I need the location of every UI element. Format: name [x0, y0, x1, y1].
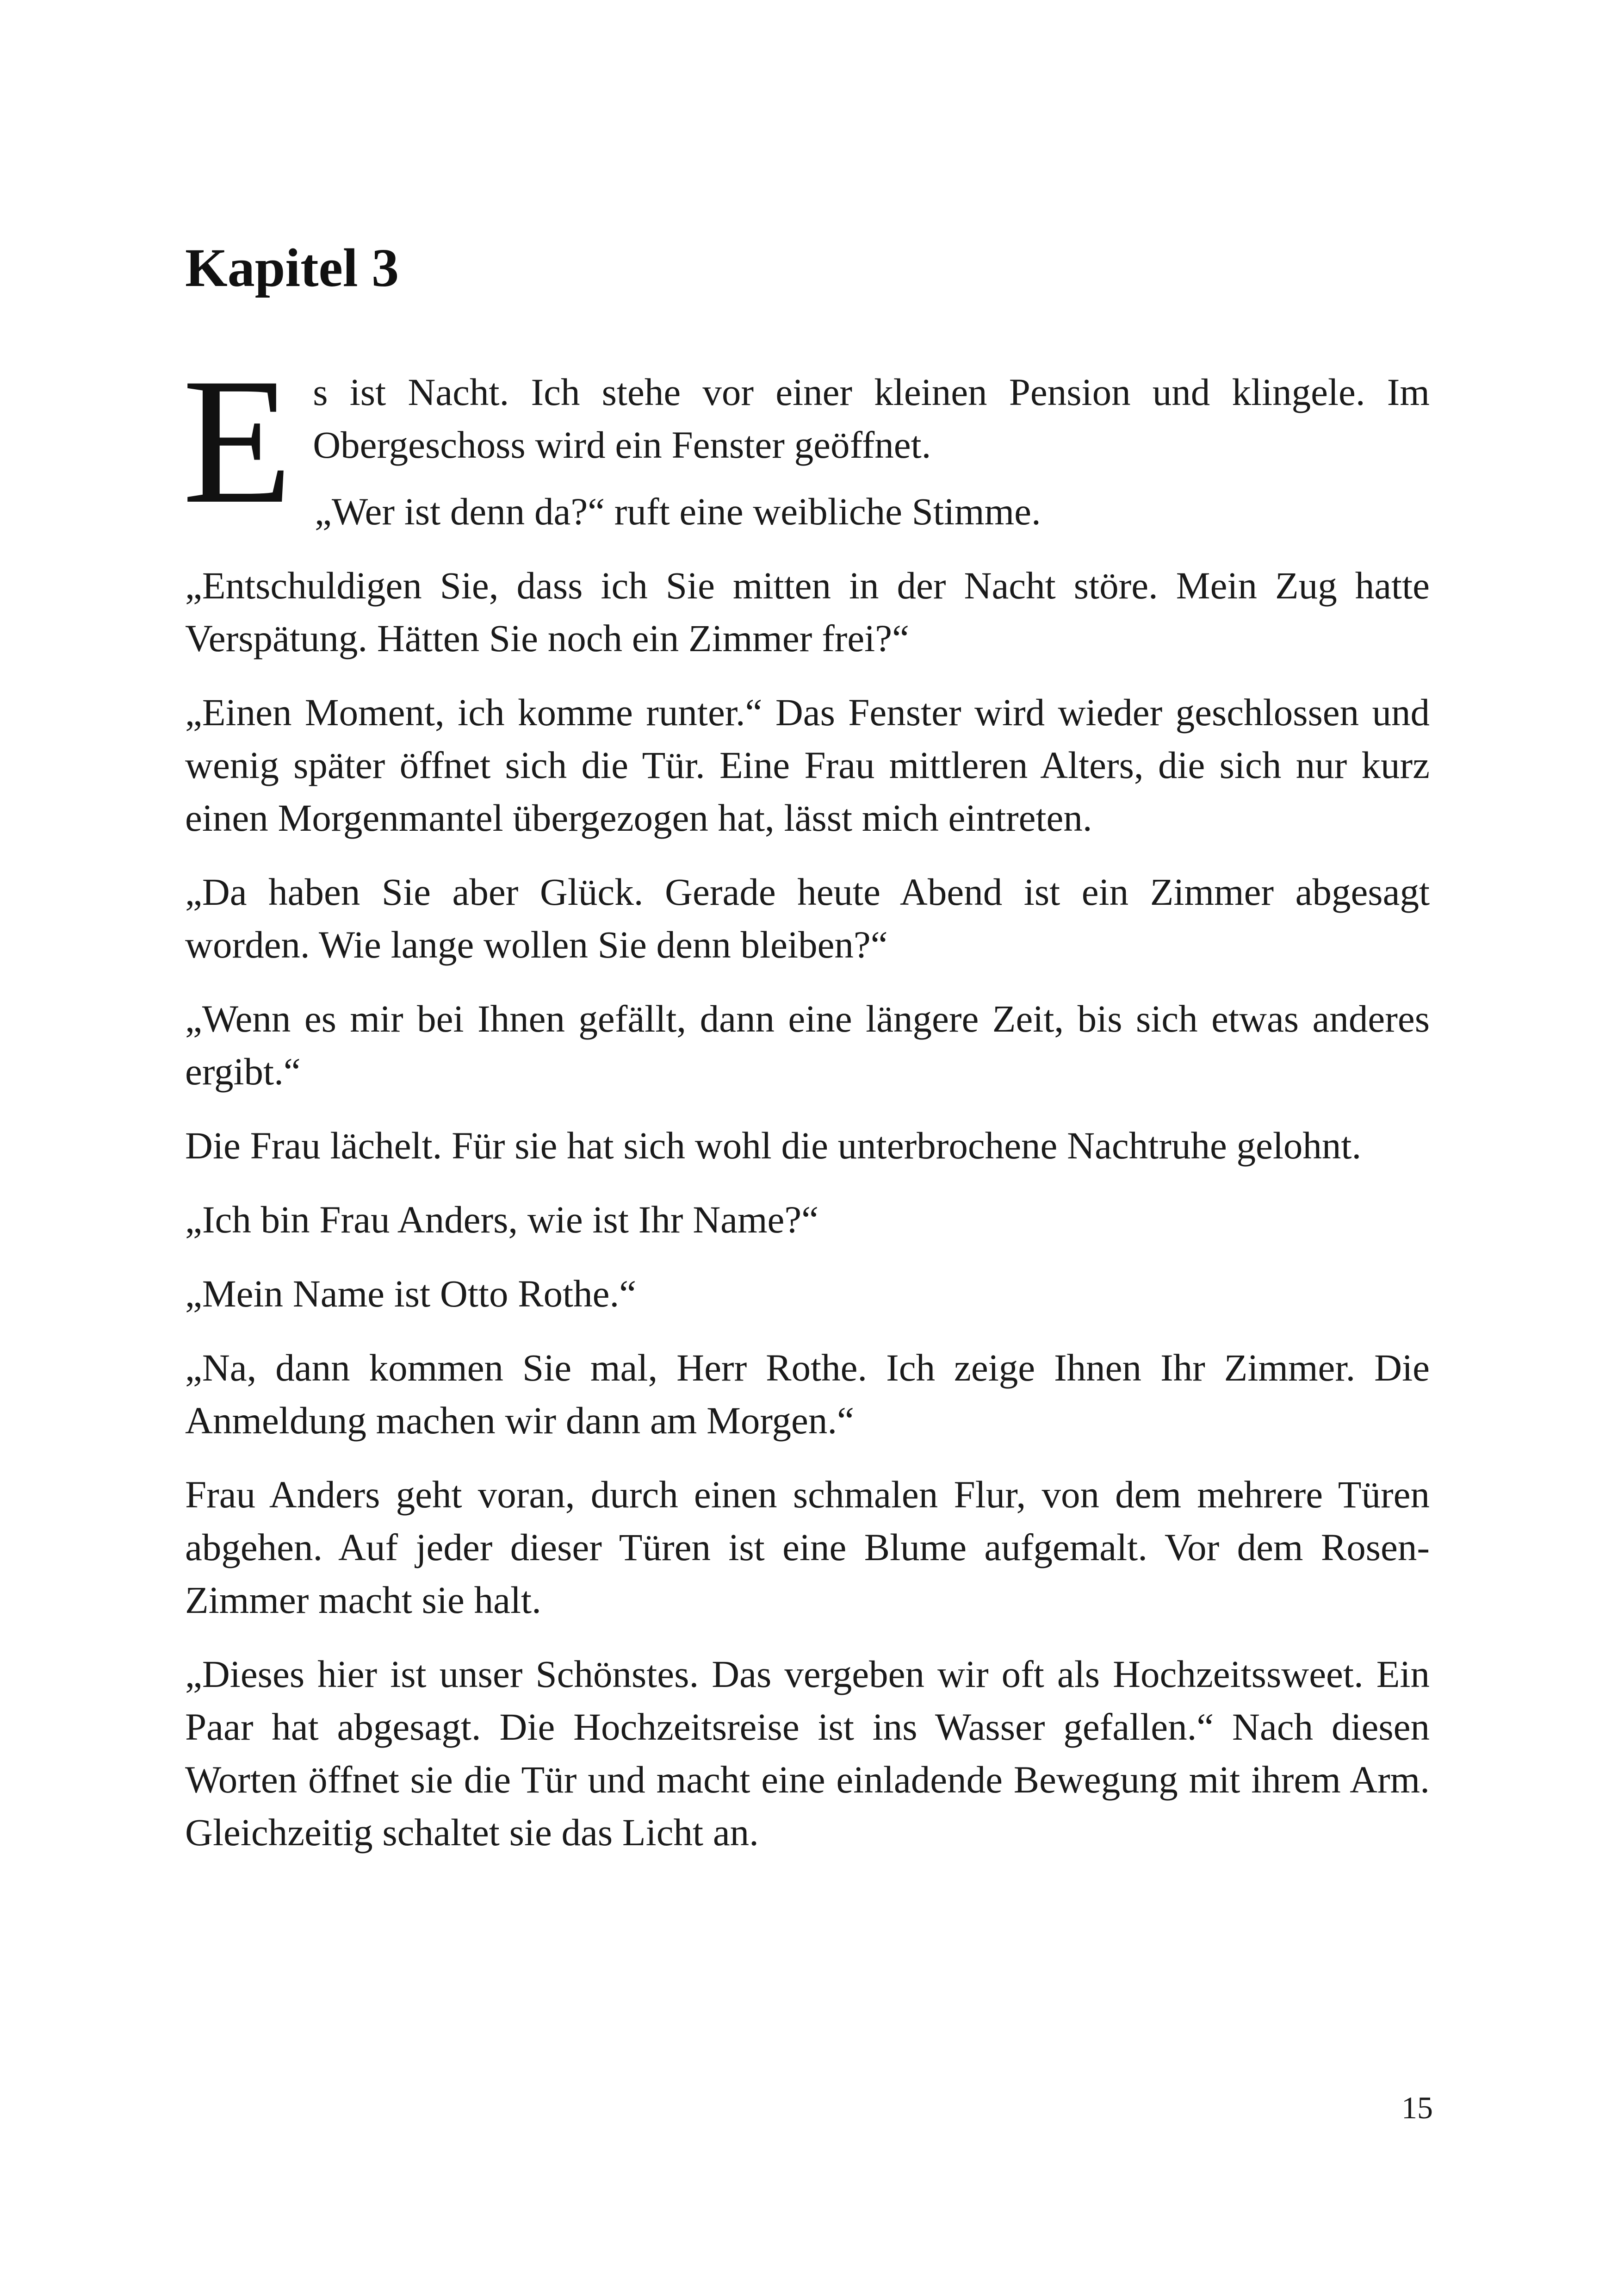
- body-text: [182, 341, 1430, 1880]
- paragraph: „Dieses hier ist unser Schönstes. Das vergeben wir oft als Hochzeitssweet. Ein Paar hat abgesagt. Die Hochzeitsreise ist ins Wasser gefallen.“ Nach diesen Worten öffnet sie die Tür und macht eine einladende Bewegung mit ihrem Arm. Gleichzeitig schaltet sie das Licht an.: [185, 1653, 1430, 1854]
- chapter-title: Kapitel 3: [185, 237, 399, 298]
- drop-cap: E: [182, 341, 293, 541]
- paragraph: Die Frau lächelt. Für sie hat sich wohl die unterbrochene Nachtruhe gelohnt.: [185, 1124, 1362, 1167]
- paragraph: „Da haben Sie aber Glück. Gerade heute Abend ist ein Zimmer abgesagt worden. Wie lange wollen Sie denn bleiben?“: [185, 871, 1430, 966]
- paragraph: Frau Anders geht voran, durch einen schmalen Flur, von dem mehrere Türen abgehen. Auf jeder dieser Türen ist eine Blume aufgemalt. Vor dem Rosen-Zimmer macht sie halt.: [185, 1473, 1430, 1621]
- paragraph: „Entschuldigen Sie, dass ich Sie mitten in der Nacht störe. Mein Zug hatte Verspätung. Hätten Sie noch ein Zimmer frei?“: [185, 564, 1430, 660]
- paragraph: „Mein Name ist Otto Rothe.“: [185, 1272, 637, 1315]
- paragraph: „Einen Moment, ich komme runter.“ Das Fenster wird wieder geschlossen und wenig später öffnet sich die Tür. Eine Frau mittleren Alters, die sich nur kurz einen Morgenmantel übergezogen hat, lässt mich eintreten.: [185, 691, 1430, 839]
- page-number: 15: [1401, 2090, 1433, 2125]
- paragraph: „Wer ist denn da?“ ruft eine weibliche Stimme.: [315, 490, 1041, 533]
- paragraph-text: s ist Nacht. Ich stehe vor einer kleinen Pension und klingele. Im Obergeschoss wird ein Fenster geöffnet.: [313, 371, 1430, 466]
- paragraph: „Na, dann kommen Sie mal, Herr Rothe. Ich zeige Ihnen Ihr Zimmer. Die Anmeldung machen wir dann am Morgen.“: [185, 1346, 1430, 1442]
- paragraph: „Ich bin Frau Anders, wie ist Ihr Name?“: [185, 1198, 819, 1241]
- paragraph: „Wenn es mir bei Ihnen gefällt, dann eine längere Zeit, bis sich etwas anderes ergibt.“: [185, 997, 1430, 1093]
